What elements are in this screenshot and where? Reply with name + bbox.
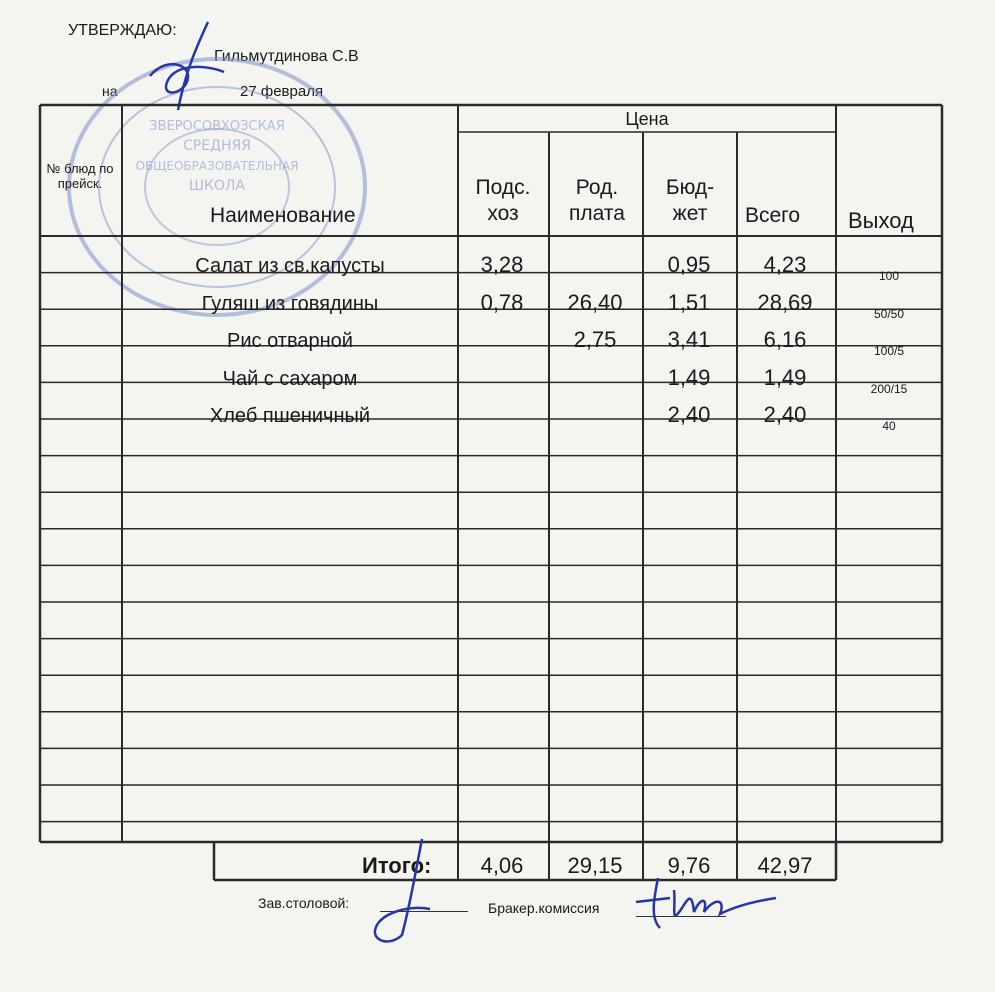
date-prefix: на xyxy=(102,83,118,99)
col-header-hoz: Подс. хоз xyxy=(475,176,531,226)
price-total: 6,16 xyxy=(763,327,807,352)
col-header-rod: Род. плата xyxy=(569,176,625,226)
dish-yield: 40 xyxy=(882,419,896,433)
col-header-total: Всего xyxy=(745,204,801,227)
price-total: 1,49 xyxy=(763,364,807,390)
price-hoz: 0,78 xyxy=(480,289,524,315)
dish-yield: 100/5 xyxy=(873,344,905,358)
approve-label: УТВЕРЖДАЮ: xyxy=(68,22,177,39)
dish-name: Рис отварной xyxy=(227,330,353,352)
price-budget: 1,49 xyxy=(667,364,711,390)
totals-rod: 29,15 xyxy=(567,853,623,878)
col-header-yield: Выход xyxy=(848,208,914,233)
price-rod: 2,75 xyxy=(573,327,617,352)
canteen-head-label: Зав.столовой: xyxy=(258,895,350,911)
price-budget: 3,41 xyxy=(667,327,711,352)
col-header-budget: Бюд- жет xyxy=(665,176,715,226)
approval-date: 27 февраля xyxy=(240,83,324,100)
commission-label: Бракер.комиссия xyxy=(488,900,600,916)
dish-name: Чай с сахаром xyxy=(222,367,358,390)
price-rod: 26,40 xyxy=(567,289,623,315)
price-hoz: 3,28 xyxy=(480,252,524,277)
price-total: 2,40 xyxy=(763,402,807,427)
svg-text:ЗВЕРОСОВХОЗСКАЯ: ЗВЕРОСОВХОЗСКАЯ xyxy=(149,119,285,134)
totals-hoz: 4,06 xyxy=(480,853,524,878)
svg-text:ОБЩЕОБРАЗОВАТЕЛЬНАЯ: ОБЩЕОБРАЗОВАТЕЛЬНАЯ xyxy=(135,159,299,173)
price-budget: 1,51 xyxy=(667,289,711,315)
dish-name: Салат из св.капусты xyxy=(195,255,385,277)
svg-text:СРЕДНЯЯ: СРЕДНЯЯ xyxy=(183,138,251,154)
price-budget: 0,95 xyxy=(667,252,711,277)
price-total: 4,23 xyxy=(763,252,807,277)
totals-budget: 9,76 xyxy=(667,853,711,878)
price-budget: 2,40 xyxy=(667,402,711,427)
price-group-header: Цена xyxy=(625,109,669,129)
price-total: 28,69 xyxy=(757,289,813,315)
svg-text:ШКОЛА: ШКОЛА xyxy=(188,178,246,194)
col-header-num: № блюд по прейск. xyxy=(46,161,114,191)
dish-name: Хлеб пшеничный xyxy=(209,405,371,427)
approver-name: Гильмутдинова С.В xyxy=(214,48,359,65)
dish-yield: 100 xyxy=(878,269,900,283)
dish-yield: 200/15 xyxy=(870,381,908,396)
dish-yield: 50/50 xyxy=(873,306,905,321)
col-header-name: Наименование xyxy=(210,204,356,227)
commission-signature xyxy=(630,868,780,938)
totals-label: Итого: xyxy=(362,853,432,878)
canteen-signature xyxy=(360,835,450,955)
dish-name: Гуляш из говядины xyxy=(201,292,379,315)
totals-total: 42,97 xyxy=(757,853,813,878)
